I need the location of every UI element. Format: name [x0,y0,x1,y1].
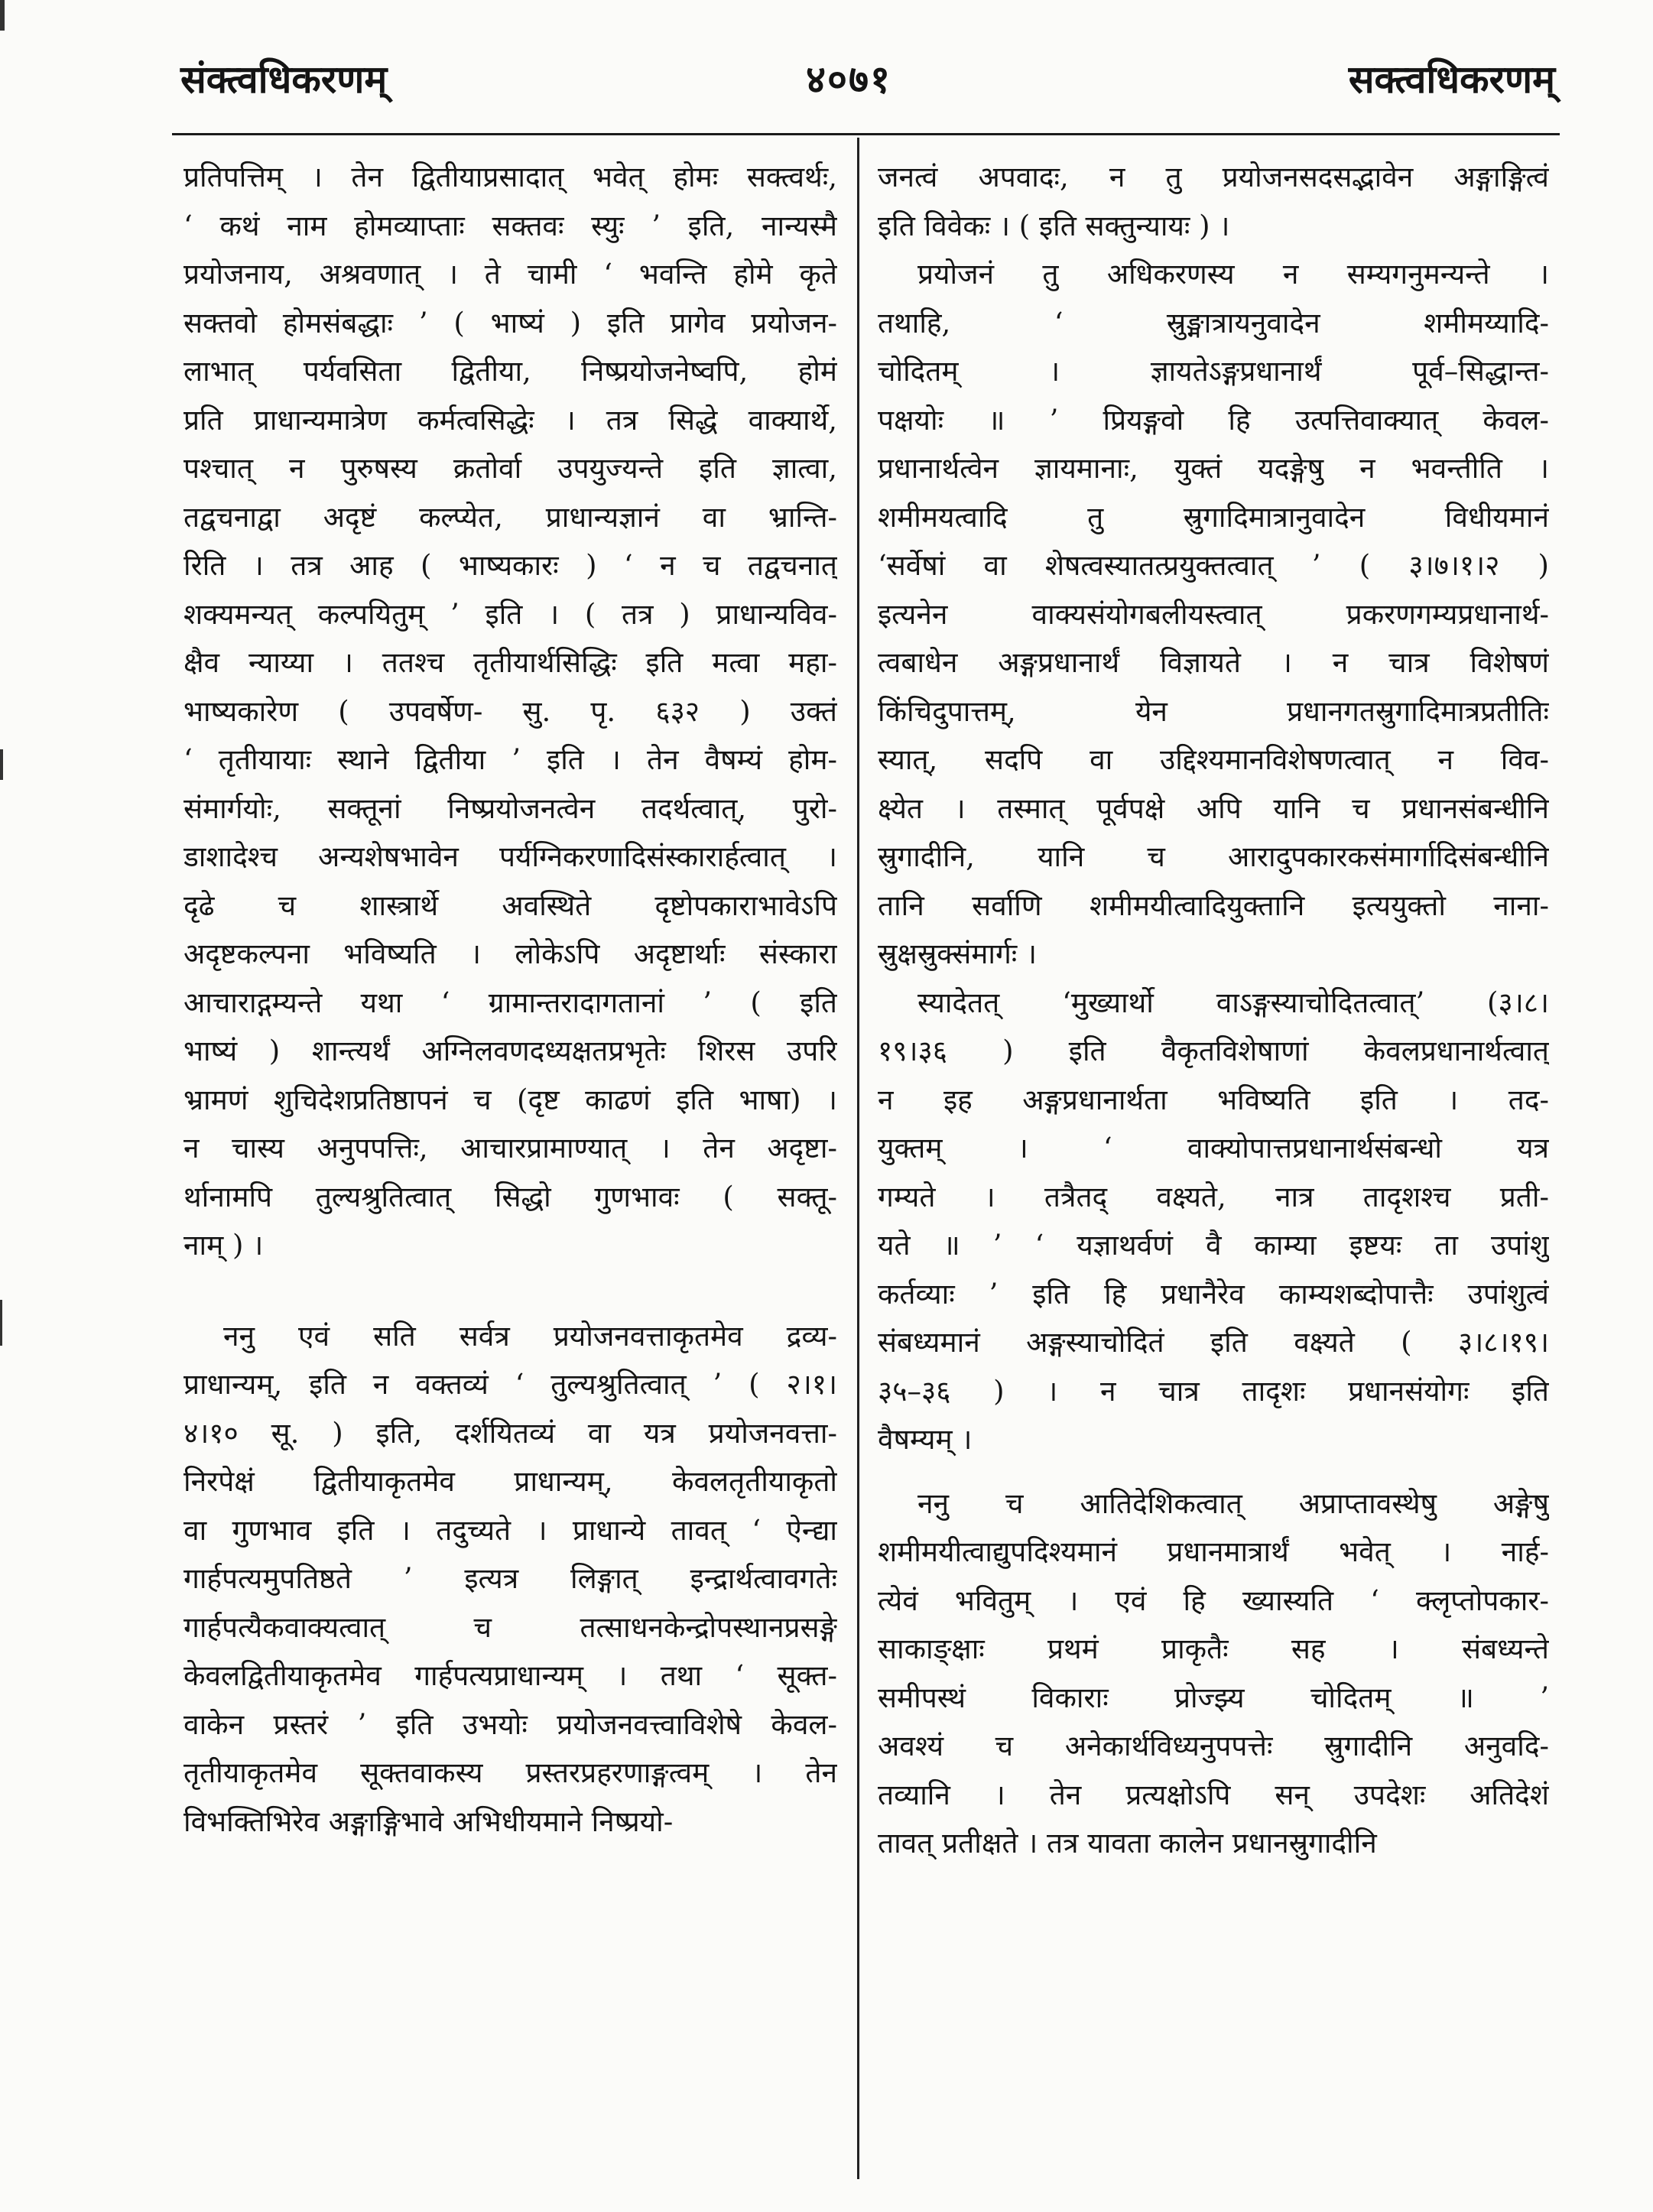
text-line: ‘सर्वेषां वा शेषत्वस्यातत्प्रयुक्तत्वात् ’ ( ३।७।१।२ ) [878,549,1549,582]
text-line: लाभात् पर्यवसिता द्वितीया, निष्प्रयोजनेष्वपि, होमं [183,355,837,388]
text-line: रिति । तत्र आह ( भाष्यकारः ) ‘ न च तद्वचनात् [183,549,837,582]
text-line: कर्तव्याः ’ इति हि प्रधानैरेव काम्यशब्दोपात्तैः उपांशुत्वं [878,1277,1549,1311]
paragraph [183,1312,837,1847]
text-line: प्रयोजनं तु अधिकरणस्य न सम्यगनुमन्यन्ते । [917,258,1549,291]
text-line: विभक्तिभिरेव अङ्गाङ्गिभावे अभिधीयमाने निष्प्रयो- [183,1804,674,1838]
text-line: र्थानामपि तुल्यश्रुतित्वात् सिद्धो गुणभावः ( सक्तू- [183,1180,837,1213]
text-line: पक्षयोः ॥ ’ प्रियङ्गवो हि उत्पत्तिवाक्यात् केवल- [878,403,1549,437]
text-line: गार्हपत्यैकवाक्यत्वात् च तत्साधनकेन्द्रोपस्थानप्रसङ्गे [183,1610,837,1644]
text-line: दृढे च शास्त्रार्थे अवस्थिते दृष्टोपकाराभावेऽपि [183,888,837,922]
paragraph [878,1480,1549,1868]
text-line: प्रयोजनाय, अश्रवणात् । ते चामी ‘ भवन्ति होमे कृते [183,258,837,291]
text-line: वाकेन प्रस्तरं ’ इति उभयोः प्रयोजनवत्त्वाविशेषे केवल- [183,1707,837,1741]
text-line: तद्वचनाद्वा अदृष्टं कल्प्येत, प्राधान्यज्ञानं वा भ्रान्ति- [183,500,837,534]
column-divider [857,138,859,2179]
text-line: अवश्यं च अनेकार्थविध्यनुपपत्तेः स्रुगादीनि अनुवदि- [878,1730,1549,1762]
text-line: गम्यते । तत्रैतद् वक्ष्यते, नात्र तादृशश्च प्रती- [878,1180,1549,1213]
right-column [878,153,1549,1868]
text-line: जनत्वं अपवादः, न तु प्रयोजनसदसद्भावेन अङ्गाङ्गित्वं [878,161,1549,193]
text-line: न चास्य अनुपपत्तिः, आचारप्रामाण्यात् । तेन अदृष्टा- [183,1132,837,1164]
binding-edge-mark [0,0,5,31]
text-line: स्रुगादीनि, यानि च आरादुपकारकसंमार्गादिसंबन्धीनि [878,840,1549,873]
text-line: प्राधान्यम्, इति न वक्तव्यं ‘ तुल्यश्रुतित्वात् ’ ( २।१। [183,1368,837,1401]
header-rule [172,133,1560,135]
paragraph [878,979,1549,1464]
text-line: शमीमयत्वादि तु स्रुगादिमात्रानुवादेन विधीयमानं [878,500,1549,534]
text-line: तानि सर्वाणि शमीमयीत्वादियुक्तानि इत्ययुक्तो नाना- [878,888,1549,922]
text-line: न इह अङ्गप्रधानार्थता भविष्यति इति । तद- [878,1083,1549,1116]
text-line: स्रुक्षस्रुक्संमार्गः । [878,937,1038,970]
text-line: ननु एवं सति सर्वत्र प्रयोजनवत्ताकृतमेव द्रव्य- [223,1319,837,1353]
text-line: भ्रामणं शुचिदेशप्रतिष्ठापनं च (दृष्ट काढणं इति भाषा) । [183,1083,837,1116]
text-line: क्ष्येत । तस्मात् पूर्वपक्षे अपि यानि च प्रधानसंबन्धीनि [878,791,1549,825]
text-line: नाम् ) । [183,1229,264,1262]
text-line: त्येवं भवितुम् । एवं हि ख्यास्यति ‘ क्लृप्तोपकार- [878,1583,1549,1617]
text-line: प्रति प्राधान्यमात्रेण कर्मत्वसिद्धेः । तत्र सिद्धे वाक्यार्थे, [183,403,837,437]
text-line: अदृष्टकल्पना भविष्यति । लोकेऽपि अदृष्टार्थाः संस्कारा [183,937,837,970]
text-line: डाशादेश्च अन्यशेषभावेन पर्यग्निकरणादिसंस्कारार्हत्वात् । [183,840,837,873]
paragraph [878,153,1549,250]
text-line: संबध्यमानं अङ्गस्याचोदितं इति वक्ष्यते ( ३।८।१९। [878,1326,1549,1359]
text-line: चोदितम् । ज्ञायतेऽङ्गप्रधानार्थं पूर्व–सिद्धान्त- [878,355,1549,388]
text-line: त्वबाधेन अङ्गप्रधानार्थं विज्ञायते । न चात्र विशेषणं [878,646,1549,679]
text-line: इति विवेकः । ( इति सक्तुन्यायः ) । [878,209,1230,242]
text-line: गार्हपत्यमुपतिष्ठते ’ इत्यत्र लिङ्गात् इन्द्रार्थत्वावगतेः [183,1562,837,1595]
text-line: यते ॥ ’ ‘ यज्ञाथर्वणं वै काम्या इष्टयः ता उपांशु [878,1229,1549,1262]
text-line: संमार्गयोः, सक्तूनां निष्प्रयोजनत्वेन तदर्थत्वात्, पुरो- [183,791,837,825]
text-line: शक्यमन्यत् कल्पयितुम् ’ इति । ( तत्र ) प्राधान्यविव- [183,597,837,631]
text-line: निरपेक्षं द्वितीयाकृतमेव प्राधान्यम्, केवलतृतीयाकृतो [183,1465,837,1498]
text-line: केवलद्वितीयाकृतमेव गार्हपत्यप्राधान्यम् । तथा ‘ सूक्त- [183,1659,837,1692]
page-number: ४०७१ [806,57,891,102]
text-line: ३५–३६ ) । न चात्र तादृशः प्रधानसंयोगः इति [878,1374,1549,1408]
binding-edge-mark [0,1300,2,1346]
text-line: प्रधानार्थत्वेन ज्ञायमानाः, युक्तं यदङ्गेषु न भवन्तीति । [878,452,1549,485]
text-line: पश्चात् न पुरुषस्य क्रतोर्वा उपयुज्यन्ते इति ज्ञात्वा, [183,452,837,485]
text-line: इत्यनेन वाक्यसंयोगबलीयस्त्वात् प्रकरणगम्यप्रधानार्थ- [878,597,1549,631]
text-line: प्रतिपत्तिम् । तेन द्वितीयाप्रसादात् भवेत् होमः सक्त्वर्थः, [183,161,837,193]
text-line: तृतीयाकृतमेव सूक्तवाकस्य प्रस्तरप्रहरणाङ्गत्वम् । तेन [183,1756,837,1789]
left-column [183,153,837,1846]
text-line: स्यादेतत् ‘मुख्यार्थो वाऽङ्गस्याचोदितत्वात्’ (३।८। [917,986,1549,1019]
text-line: वा गुणभाव इति । तदुच्यते । प्राधान्ये तावत् ‘ ऐन्द्या [183,1513,837,1547]
text-line: ननु च आतिदेशिकत्वात् अप्राप्तावस्थेषु अङ्गेषु [917,1486,1549,1520]
text-line: स्यात्, सदपि वा उद्दिश्यमानविशेषणत्वात् न विव- [878,743,1549,776]
text-line: साकाङ्क्षाः प्रथमं प्राकृतैः सह । संबध्यन्ते [878,1632,1549,1665]
text-line: समीपस्थं विकाराः प्रोज्झ्य चोदितम् ॥ ’ [878,1681,1549,1714]
text-line: सक्तवो होमसंबद्धाः ’ ( भाष्यं ) इति प्रागेव प्रयोजन- [183,306,837,339]
text-line: ४।१० सू. ) इति, दर्शयितव्यं वा यत्र प्रयोजनवत्ता- [183,1416,837,1450]
text-line: ‘ तृतीयायाः स्थाने द्वितीया ’ इति । तेन वैषम्यं होम- [183,743,837,776]
text-line: तव्यानि । तेन प्रत्यक्षोऽपि सन् उपदेशः अतिदेशं [878,1778,1549,1811]
running-header-left: संक्त्वधिकरणम् [180,57,388,102]
text-line: आचाराद्गम्यन्ते यथा ‘ ग्रामान्तरादागतानां ’ ( इति [183,986,837,1019]
paragraph [183,153,837,1270]
running-header-right: सक्त्वधिकरणम् [1348,57,1555,102]
text-line: वैषम्यम् । [878,1423,973,1456]
binding-edge-mark [0,749,3,780]
paragraph [878,250,1549,979]
text-line: ‘ कथं नाम होमव्याप्ताः सक्तवः स्युः ’ इति, नान्यस्मै [183,209,837,242]
text-line: तथाहि, ‘ स्रुङ्मात्रायनुवादेन शमीमय्यादि- [878,306,1549,339]
text-line: युक्तम् । ‘ वाक्योपात्तप्रधानार्थसंबन्धो यत्र [878,1132,1549,1164]
text-line: शमीमयीत्वाद्युपदिश्यमानं प्रधानमात्रार्थं भवेत् । नार्ह- [878,1535,1549,1568]
text-line: १९।३६ ) इति वैकृतविशेषाणां केवलप्रधानार्थत्वात् [878,1035,1549,1067]
text-line: भाष्यं ) शान्त्यर्थं अग्निलवणदध्यक्षतप्रभृतेः शिरस उपरि [183,1035,837,1067]
text-line: भाष्यकारेण ( उपवर्षेण- सु. पृ. ६३२ ) उक्तं [183,694,837,728]
text-line: तावत् प्रतीक्षते । तत्र यावता कालेन प्रधानस्रुगादीनि [878,1827,1377,1860]
text-line: किंचिदुपात्तम्, येन प्रधानगतस्रुगादिमात्रप्रतीतिः [878,694,1549,728]
text-line: क्षैव न्याय्या । ततश्च तृतीयार्थसिद्धिः इति मत्वा महा- [183,646,837,679]
